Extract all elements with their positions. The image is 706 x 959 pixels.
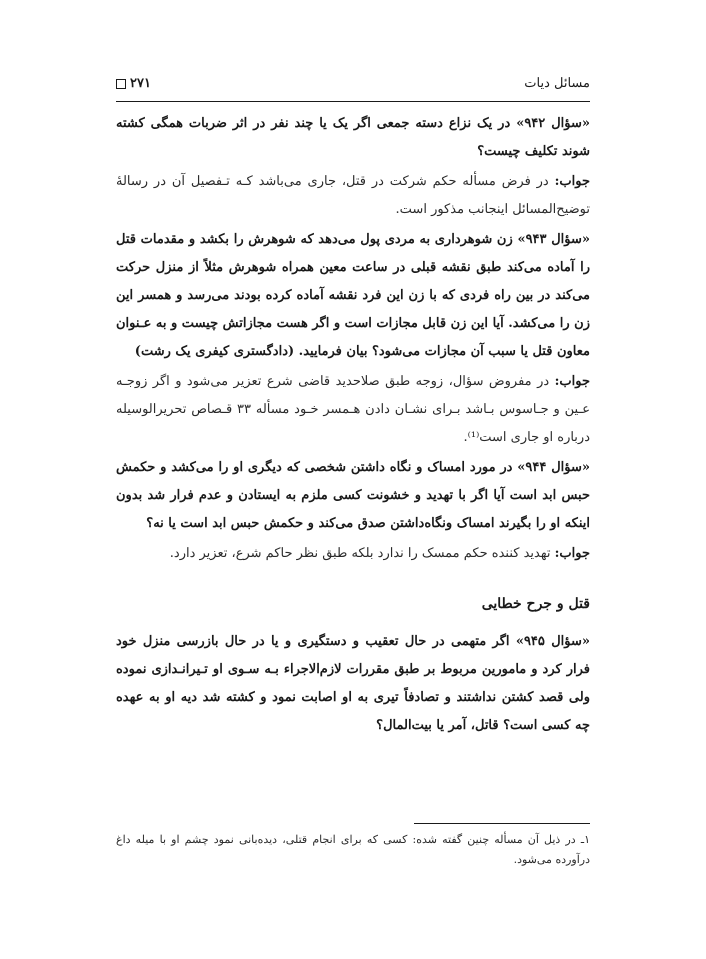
answer-943 xyxy=(116,368,590,452)
page-number xyxy=(116,76,151,91)
answer-944 xyxy=(116,540,590,568)
answer-label: جواب: xyxy=(554,174,590,189)
running-header xyxy=(116,76,590,100)
answer-942 xyxy=(116,168,590,224)
answer-text: در مفروض سؤال، زوجه طبق صلاحدید قاضی شرع تعزیر می‌شود و اگر زوجـه عـین و جـاسوس بـاشد بـرای نشـان دادن هـمسر خـود مسأله ۳۳ قـصاص تحریرالوسیله درباره او جاری است⁽¹⁾. xyxy=(116,374,591,445)
question-label: «سؤال ۹۴۴» xyxy=(517,460,590,475)
answer-label: جواب: xyxy=(554,546,590,561)
question-942 xyxy=(116,110,590,166)
square-icon xyxy=(116,79,126,89)
question-944 xyxy=(116,454,590,538)
answer-label: جواب: xyxy=(554,374,590,389)
main-content xyxy=(116,110,590,742)
footnote: ۱ـ در ذیل آن مسأله چنین گفته شده: کسی که برای انجام قتلی، دیده‌بانی نمود چشم او با میله داغ درآورده می‌شود. xyxy=(116,833,590,866)
question-text: اگر متهمی در حال تعقیب و دستگیری و یا در حال بازرسی منزل خود فرار کرد و مامورین مربوط بر طبق مقررات لازم‌الاجراء بـه سـوی او تـیرانـدازی نموده ولی قصد کشتن نداشتند و تصادفاً تیری به او اصابت نمود و کشته شد دیه او به عهده چه کسی است؟ قاتل، آمر یا بیت‌المال؟ xyxy=(116,634,590,733)
question-label: «سؤال ۹۴۳» xyxy=(517,232,591,247)
question-label: «سؤال ۹۴۵» xyxy=(515,634,590,649)
section-title: قتل و جرح خطایی xyxy=(481,596,590,612)
header-rule xyxy=(116,101,590,102)
question-943 xyxy=(116,226,590,366)
answer-text: تهدید کننده حکم ممسک را ندارد بلکه طبق نظر حاکم شرع، تعزیر دارد. xyxy=(169,546,551,561)
page-number-text: ۲۷۱ xyxy=(130,76,151,91)
footnote-rule xyxy=(414,823,590,824)
running-title: مسائل دیات xyxy=(524,76,590,91)
question-text: زن شوهرداری به مردی پول می‌دهد که شوهرش را بکشد و مقدمات قتل را آماده می‌کند طبق نقشه قبلی در ساعت معین همراه شوهرش مثلاً از منزل حرکت می‌کند در بین راه فردی که با زن این فرد نقشه آماده کرده بودند می‌رسد و همسر این زن را می‌کشد. آیا این زن قابل مجازات است و اگر هست مجازاتش چیست و به عـنوان معاون قتل یا سبب آن مجازات می‌شود؟ بیان فرمایید. (دادگستری کیفری یک رشت) xyxy=(116,232,590,359)
question-text: در مورد امساک و نگاه داشتن شخصی که دیگری او را می‌کشد و حکمش حبس ابد است آیا اگر با تهدید و خشونت کسی ملزم به ایستادن و عدم فرار شد بدون اینکه او را بگیرند امساک ونگاه‌داشتن صدق می‌کند و حکمش حبس ابد است یا نه؟ xyxy=(116,460,590,531)
question-text: در یک نزاع دسته جمعی اگر یک یا چند نفر در اثر ضربات همگی کشته شوند تکلیف چیست؟ xyxy=(116,116,590,159)
answer-text: در فرض مسأله حکم شرکت در قتل، جاری می‌باشد کـه تـفصیل آن در رسالهٔ توضیح‌المسائل اینجانب مذکور است. xyxy=(116,174,590,217)
question-945 xyxy=(116,628,590,740)
question-label: «سؤال ۹۴۲» xyxy=(516,116,590,131)
